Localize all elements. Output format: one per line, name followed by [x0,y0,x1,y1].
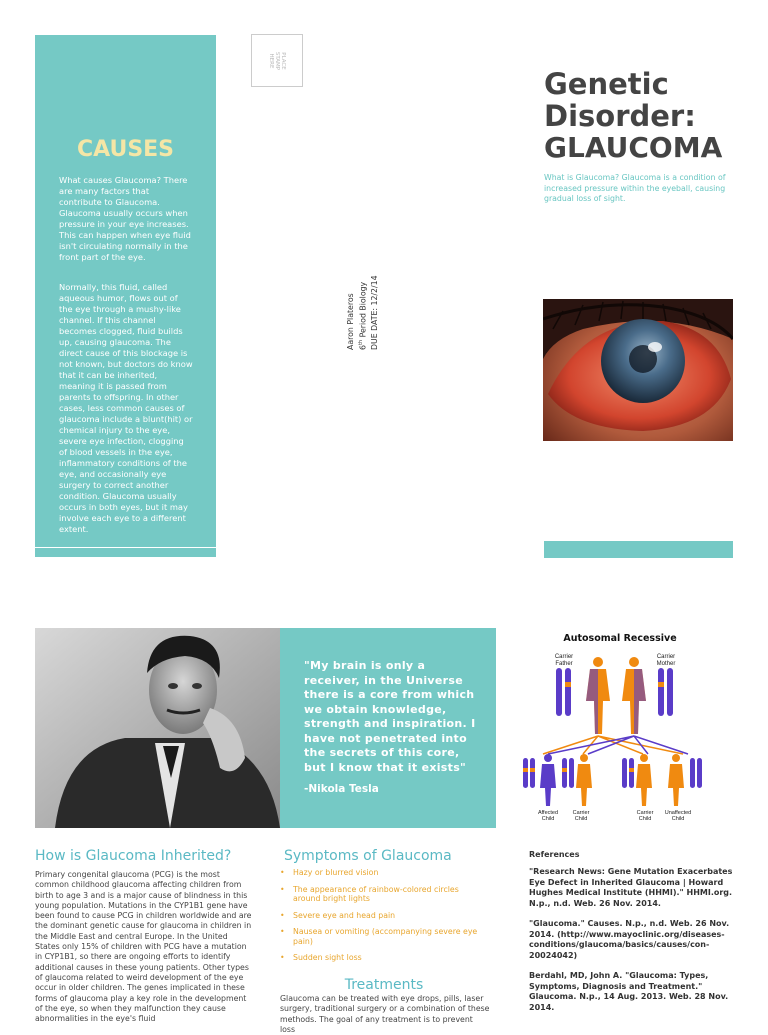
references-heading: References [529,850,580,859]
label-carrier-child-a: Carrier [572,810,590,816]
symptoms-list [280,868,488,970]
label-carrier-father: Carrier [554,654,574,660]
author-block [345,262,425,352]
list-item: • Nausea or vomiting (accompanying severe eye pain) [280,927,478,946]
stamp-label: PLACE STAMP HERE [268,51,286,70]
svg-text:Mother: Mother [656,661,676,667]
author-period: 6th Period Biology [358,281,368,350]
stamp-box [251,34,303,87]
causes-paragraph-2: Normally, this fluid, called aqueous humor, flows out of the eye through a mushy-like channel. If this channel becomes clogged, fluid builds up, causing glaucoma. The direct cause of this blockage is not known, but doctors do know that it can be inherited, meaning it is passed from parents to offspring. In other cases, less common causes of glaucoma include a blunt(hit) or chemical injury to the eye, severe eye infection, clogging of blood vessels in the eye, inflammatory conditions of the eye, and occasionally eye surgery to correct another condition. Glaucoma usually occurs in both eyes, but it may involve each eye to a different extent. [59,282,193,534]
list-item: • The appearance of rainbow-colored circles around bright lights [280,884,459,903]
author-due-date: DUE DATE: 12/2/14 [369,275,379,350]
references-list [529,867,734,1023]
svg-text:Child: Child [638,816,652,822]
label-carrier-child-b: Carrier [636,810,654,816]
treatments-text: Glaucoma can be treated with eye drops, pills, laser surgery, traditional surgery or a combination of these methods. The goal of any treatment is to prevent loss [280,994,490,1034]
main-title: Genetic Disorder: GLAUCOMA [544,67,723,164]
right-footer-bar [544,541,733,558]
list-item: • Sudden sight loss [280,953,362,962]
causes-footer-bar [35,548,216,557]
svg-text:Father: Father [555,661,573,667]
diagram-title: Autosomal Recessive [563,633,677,644]
svg-text:Child: Child [574,816,588,822]
tesla-quote: "My brain is only a receiver, in the Universe there is a core from which we obtain knowledge, strength and inspiration. I have not penetrated into the secrets of this core, but I know that it exists" [304,659,476,774]
reference-item: "Glaucoma." Causes. N.p., n.d. Web. 26 Nov. 2014. (http://www.mayoclinic.org/diseases-conditions/glaucoma/basics/causes/con-20024042) [529,919,730,960]
svg-text:Child: Child [541,816,555,822]
symptoms-heading: Symptoms of Glaucoma [284,848,452,864]
quote-author: -Nikola Tesla [304,783,379,795]
list-item: • Severe eye and head pain [280,910,396,920]
author-name: Aaron Plateros [346,293,355,350]
treatments-heading: Treatments [344,977,424,993]
inherited-heading: How is Glaucoma Inherited? [35,848,232,864]
label-affected-child: Affected [537,810,559,816]
autosomal-recessive-diagram [518,646,728,826]
label-carrier-mother: Carrier [656,654,676,660]
reference-item: "Research News: Gene Mutation Exacerbates Eye Defect in Inherited Glaucoma | Howard Hughes Medical Institute (HHMI)." HHMI.org. N.p., n.d. Web. 26 Nov. 2014. [529,867,733,908]
label-unaffected-child: Unaffected [664,810,692,816]
svg-text:Child: Child [671,816,685,822]
causes-title: CAUSES [76,137,175,162]
intro-text: What is Glaucoma? Glaucoma is a condition of increased pressure within the eyeball, causing gradual loss of sight. [544,173,726,203]
nikola-tesla-photo [35,628,280,828]
list-item: • Hazy or blurred vision [280,868,379,877]
glaucoma-eye-photo [543,299,733,441]
inherited-text: Primary congenital glaucoma (PCG) is the most common childhood glaucoma affecting children from birth to age 3 and is a major cause of blindness in this young population. Mutations in the CYP1B1 gene have been found to cause PCG in children worldwide and are the dominant genetic cause for glaucoma in children in the Middle East and central Europe. In the United States only 15% of children with PCG have a mutation in CYP1B1, so there are ongoing efforts to identify additional causes in these young patients. Other types of glaucoma related to weird development of the eye occur in older children. The genes implicated in these forms of glaucoma play a key role in the development of the eye, so when they malfunction they cause abnormalities in the eye's fluid [35,870,252,1024]
reference-item: Berdahl, MD, John A. "Glaucoma: Types, Symptoms, Diagnosis and Treatment." Glaucoma. N.p., 14 Aug. 2013. Web. 28 Nov. 2014. [529,971,729,1012]
causes-paragraph-1: What causes Glaucoma? There are many factors that contribute to Glaucoma. Glaucoma usually occurs when pressure in your eye increases. This can happen when eye fluid isn't circulating normally in the front part of the eye. [59,175,191,262]
